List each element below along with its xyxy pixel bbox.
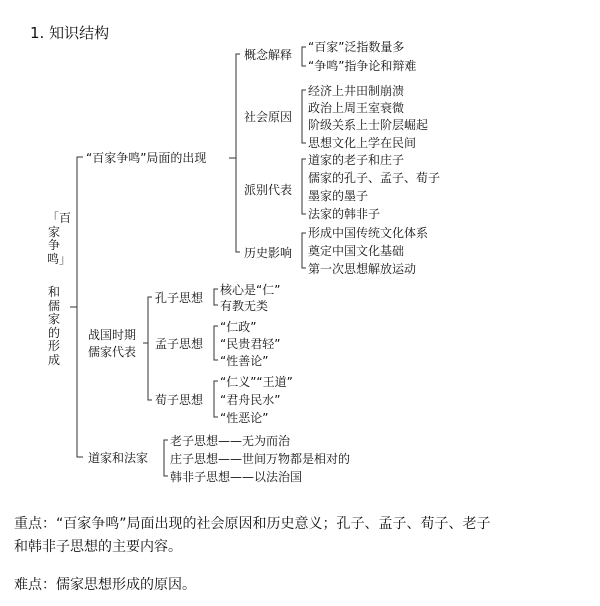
schools-item: 儒家的孔子、孟子、荀子 [308,171,441,185]
difficulty-note: 难点：儒家思想形成的原因。 [14,577,196,593]
mengzi-bracket [214,326,218,360]
key-points-line1: 重点：“百家争鸣”局面出现的社会原因和历史意义；孔子、孟子、荀子、老子 [14,516,491,532]
branch1-label: “百家争鸣”局面的出现 [86,151,207,165]
impact-bracket [302,233,306,268]
mengzi-item: “性善论” [220,354,269,368]
schools-label: 派别代表 [244,183,293,197]
xunzi-item: “仁义”“王道” [220,375,293,389]
impact-label: 历史影响 [244,246,293,260]
root-label-quoted: 「百家争鸣」 [47,211,72,266]
kongzi-bracket [214,289,218,305]
mengzi-label: 孟子思想 [155,337,204,351]
schools-bracket [302,159,306,214]
social-item: 经济上井田制崩溃 [308,84,405,98]
branch3-item: 老子思想——无为而治 [170,434,291,448]
root-bracket [70,157,83,457]
social-item: 政治上周王室衰微 [308,101,405,115]
kongzi-item: 有教无类 [220,299,269,313]
branch3-item: 庄子思想——世间万物都是相对的 [170,452,351,466]
impact-item: 第一次思想解放运动 [308,262,417,276]
kongzi-item: 核心是“仁” [220,283,281,297]
xunzi-label: 荀子思想 [155,393,204,407]
concept-label: 概念解释 [244,48,293,62]
schools-item: 法家的韩非子 [308,207,381,221]
concept-item: “百家”泛指数量多 [308,40,405,54]
branch1-bracket [229,54,240,252]
branch2-label-line2: 儒家代表 [88,345,137,359]
social-bracket [302,90,306,143]
schools-item: 道家的老子和庄子 [308,153,405,167]
concept-bracket [302,47,306,66]
impact-item: 形成中国传统文化体系 [308,226,429,240]
branch2-label-line1: 战国时期 [88,328,137,342]
mengzi-item: “民贵君轻” [220,337,281,351]
branch3-item: 韩非子思想——以法治国 [170,470,303,484]
xunzi-item: “性恶论” [220,411,269,425]
impact-item: 奠定中国文化基础 [308,244,405,258]
mengzi-item: “仁政” [220,320,257,334]
key-points-line2: 和韩非子思想的主要内容。 [14,539,182,555]
branch2-bracket [143,297,152,400]
social-label: 社会原因 [244,110,293,124]
social-item: 思想文化上学在民间 [308,136,417,150]
branch3-label: 道家和法家 [88,451,149,465]
xunzi-item: “君舟民水” [220,393,281,407]
kongzi-label: 孔子思想 [155,291,204,305]
root-label-rest: 和儒家的形成 [47,285,60,367]
section-title: 1. 知识结构 [30,24,110,42]
branch3-bracket [164,440,168,476]
concept-item: “争鸣”指争论和辩难 [308,59,417,73]
xunzi-bracket [214,381,218,417]
schools-item: 墨家的墨子 [308,189,369,203]
social-item: 阶级关系上士阶层崛起 [308,118,429,132]
